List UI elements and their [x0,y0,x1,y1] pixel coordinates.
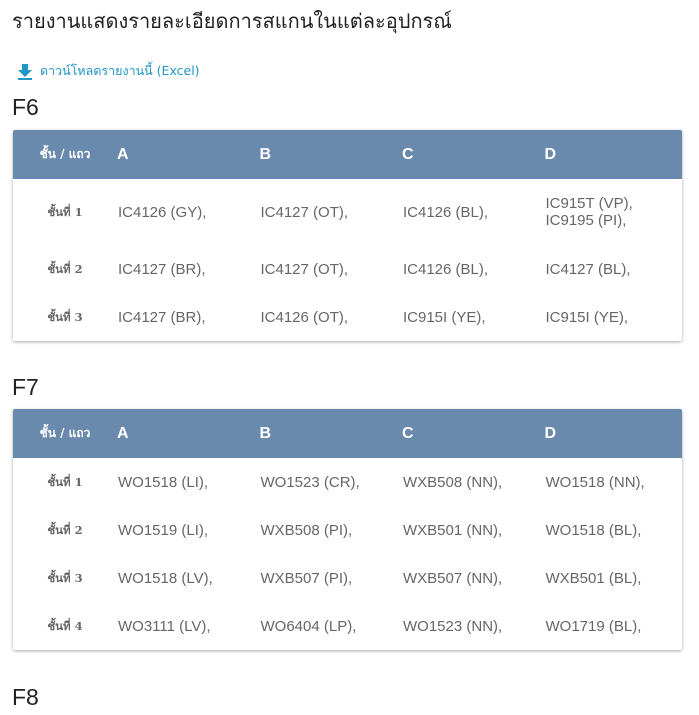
table-cell: IC4126 (OT), [260,308,349,326]
device-table-f6 [13,130,682,341]
table-card-f6 [13,130,682,341]
device-table-f7 [13,409,682,650]
section-title-f7: F7 [12,374,39,400]
table-cell: IC4127 (BR), [118,308,206,326]
section-title-f6: F6 [12,94,39,120]
header-col-a: A [117,145,129,163]
table-cell: WO3111 (LV), [118,617,211,635]
table-row [13,554,682,602]
row-label: ชั้นที่ 3 [47,309,83,324]
header-row-col: ชั้น / แถว [39,147,91,161]
table-cell: IC4126 (GY), [118,203,207,221]
table-cell: IC915T (VP), IC9195 (PI), [545,195,633,229]
table-row [13,602,682,650]
table-row [13,506,682,554]
table-row [13,458,682,506]
table-cell: WO1518 (BL), [545,521,642,539]
row-label: ชั้นที่ 2 [47,522,83,537]
table-cell: WXB501 (BL), [545,569,642,587]
table-cell: IC4127 (OT), [260,260,349,278]
header-col-b: B [259,424,272,442]
table-cell: WXB501 (NN), [403,521,503,539]
table-card-f7 [13,409,682,650]
header-col-c: C [402,424,414,442]
table-cell: WO1523 (CR), [260,473,360,491]
table-cell: IC4127 (OT), [260,203,349,221]
table-cell: IC4126 (BL), [403,203,489,221]
table-header [13,130,682,179]
header-col-d: D [544,424,557,442]
table-row [13,245,682,293]
row-label: ชั้นที่ 3 [47,570,83,585]
table-cell: IC4126 (BL), [403,260,489,278]
table-cell: WO1719 (BL), [545,617,642,635]
row-label: ชั้นที่ 4 [47,618,83,633]
table-row [13,179,682,245]
row-label: ชั้นที่ 1 [47,474,83,489]
table-cell: WXB508 (NN), [403,473,503,491]
table-cell: WXB508 (PI), [260,521,353,539]
table-cell: WO1518 (LV), [118,569,213,587]
header-col-d: D [544,145,557,163]
table-cell: IC915I (YE), [403,308,486,326]
table-cell: WXB507 (NN), [403,569,503,587]
table-cell: IC915I (YE), [545,308,629,326]
page-title: รายงานแสดงรายละเอียดการสแกนในแต่ละอุปกรณ์ [12,9,452,33]
header-row-col: ชั้น / แถว [39,426,91,440]
download-excel-link[interactable] [17,61,200,81]
header-col-b: B [259,145,272,163]
table-row [13,293,682,341]
table-header [13,409,682,458]
table-cell: WO1523 (NN), [403,617,503,635]
download-icon [17,63,33,80]
table-cell: WO1519 (LI), [118,521,209,539]
table-cell: WXB507 (PI), [260,569,353,587]
section-title-f8: F8 [12,684,39,710]
table-cell: IC4127 (BL), [545,260,631,278]
header-col-c: C [402,145,414,163]
table-cell: IC4127 (BR), [118,260,206,278]
header-col-a: A [117,424,129,442]
download-label: ดาวน์โหลดรายงานนี้ (Excel) [40,63,200,78]
table-cell: WO1518 (LI), [118,473,209,491]
row-label: ชั้นที่ 2 [47,261,83,276]
table-cell: WO1518 (NN), [545,473,645,491]
row-label: ชั้นที่ 1 [47,204,83,219]
table-cell: WO6404 (LP), [260,617,357,635]
